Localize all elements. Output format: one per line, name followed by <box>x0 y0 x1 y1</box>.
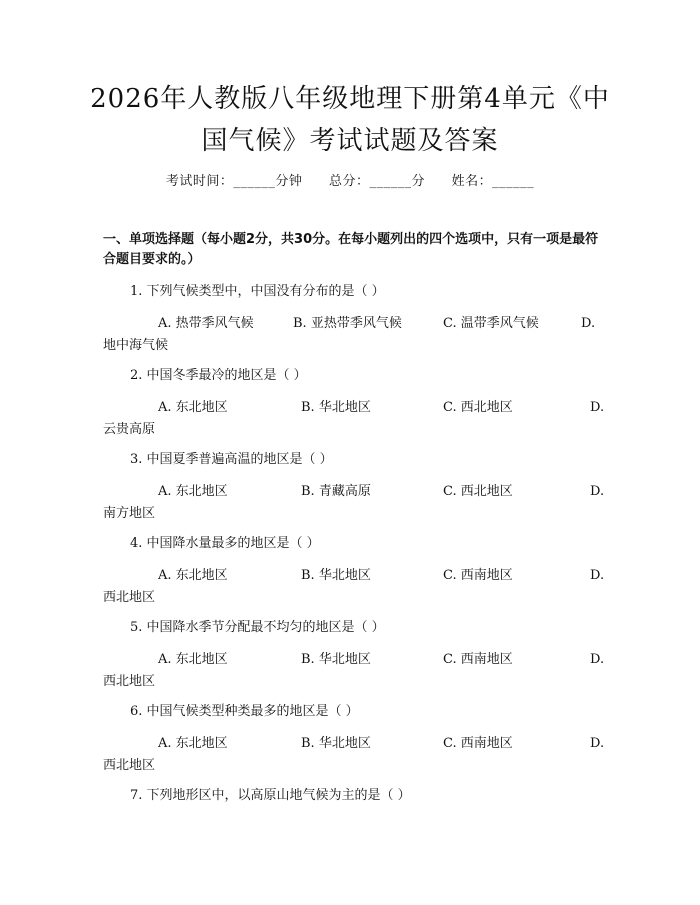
option-c: C. 西北地区 <box>443 484 513 499</box>
option-d-letter: D. <box>581 316 596 331</box>
question-stem: 2. 中国冬季最冷的地区是（ ） <box>130 368 307 383</box>
exam-info-line <box>0 170 700 189</box>
student-name-label: 姓名：______ <box>451 174 535 189</box>
option-a: A. 东北地区 <box>158 652 228 667</box>
option-a: A. 东北地区 <box>158 484 228 499</box>
question-stem: 7. 下列地形区中，以高原山地气候为主的是（ ） <box>130 788 411 803</box>
option-b: B. 华北地区 <box>301 652 371 667</box>
option-c: C. 西南地区 <box>443 568 513 583</box>
option-d-text: 西北地区 <box>103 674 156 689</box>
option-b: B. 华北地区 <box>301 736 371 751</box>
question-stem: 4. 中国降水量最多的地区是（ ） <box>130 536 320 551</box>
option-d-letter: D. <box>590 652 605 667</box>
question-stem: 6. 中国气候类型种类最多的地区是（ ） <box>130 704 359 719</box>
option-d-text: 云贵高原 <box>103 422 156 437</box>
exam-time-label: 考试时间：______分钟 <box>165 174 303 189</box>
option-b: B. 青藏高原 <box>301 484 371 499</box>
question-stem: 1. 下列气候类型中，中国没有分布的是（ ） <box>130 284 385 299</box>
option-d-letter: D. <box>590 400 605 415</box>
option-a: A. 东北地区 <box>158 400 228 415</box>
question-stem: 3. 中国夏季普遍高温的地区是（ ） <box>130 452 333 467</box>
option-b: B. 华北地区 <box>301 400 371 415</box>
option-c: C. 西南地区 <box>443 736 513 751</box>
option-d-text: 地中海气候 <box>103 338 169 353</box>
option-d-text: 西北地区 <box>103 758 156 773</box>
option-b: B. 华北地区 <box>301 568 371 583</box>
option-a: A. 东北地区 <box>158 736 228 751</box>
option-d-letter: D. <box>590 568 605 583</box>
option-d-letter: D. <box>590 484 605 499</box>
option-a: A. 热带季风气候 <box>158 316 254 331</box>
option-a: A. 东北地区 <box>158 568 228 583</box>
total-score-label: 总分：______分 <box>328 174 425 189</box>
option-d-text: 南方地区 <box>103 506 156 521</box>
option-c: C. 西南地区 <box>443 652 513 667</box>
option-c: C. 温带季风气候 <box>443 316 539 331</box>
option-d-letter: D. <box>590 736 605 751</box>
section-heading: 一、单项选择题（每小题2分，共30分。在每小题列出的四个选项中，只有一项是最符合题目要求的。） <box>103 232 599 267</box>
question-stem: 5. 中国降水季节分配最不均匀的地区是（ ） <box>130 620 385 635</box>
option-d-text: 西北地区 <box>103 590 156 605</box>
page-title: 2026年人教版八年级地理下册第4单元《中国气候》考试试题及答案 <box>90 84 610 156</box>
option-b: B. 亚热带季风气候 <box>293 316 402 331</box>
option-c: C. 西北地区 <box>443 400 513 415</box>
